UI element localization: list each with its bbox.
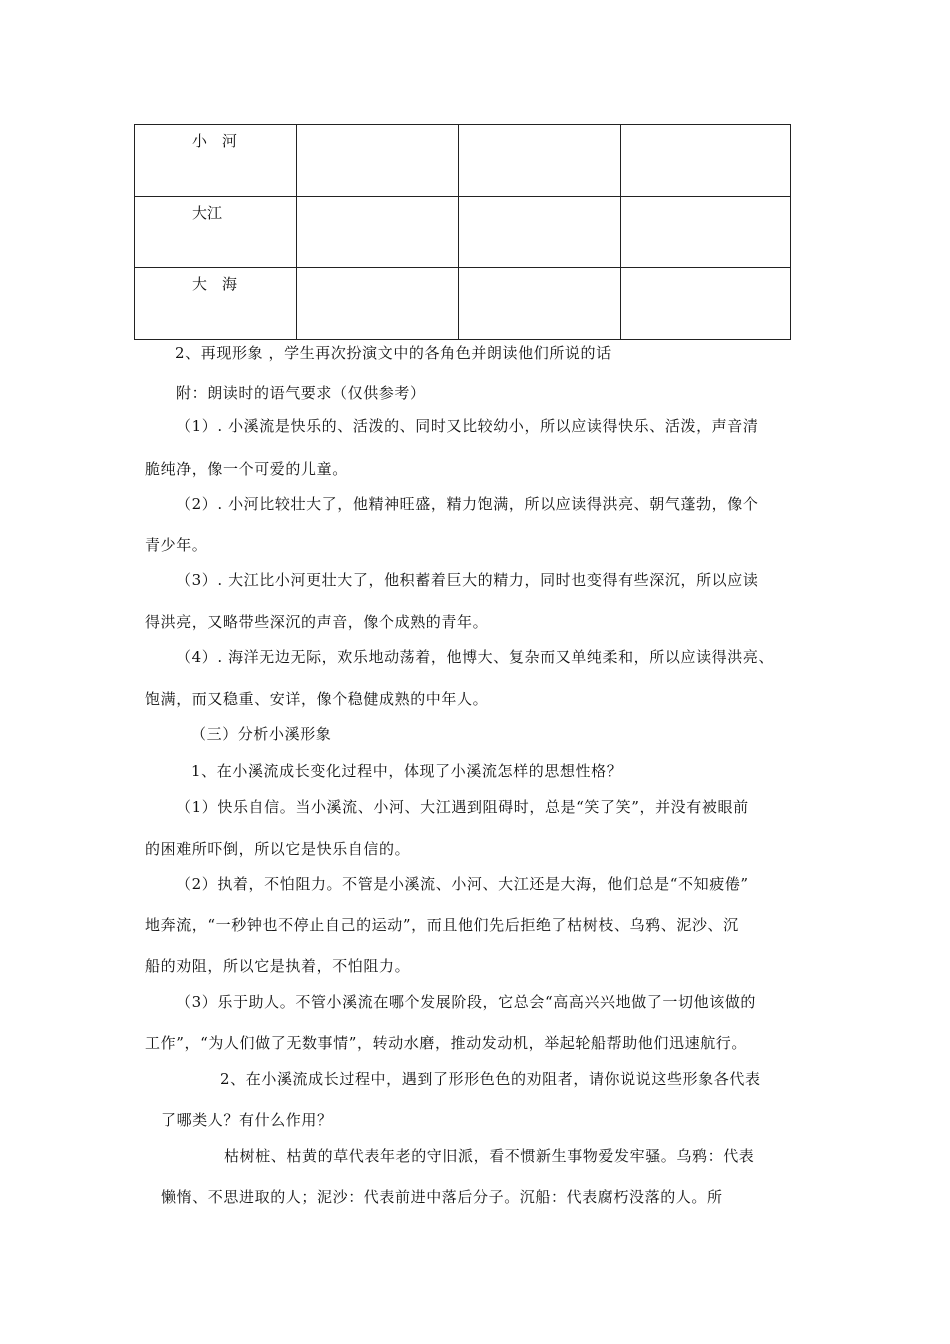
table-cell [459, 268, 621, 340]
table-cell [621, 125, 791, 197]
paragraph-line: （2）. 小河比较壮大了，他精神旺盛，精力饱满，所以应读得洪亮、朝气蓬勃，像个 [176, 495, 759, 513]
table-row [135, 268, 791, 340]
paragraph-line: 了哪类人？有什么作用？ [161, 1111, 333, 1129]
table-row [135, 125, 791, 197]
paragraph-line: （3）. 大江比小河更壮大了，他积蓄着巨大的精力，同时也变得有些深沉，所以应读 [176, 571, 759, 589]
paragraph-line: （1）快乐自信。当小溪流、小河、大江遇到阻碍时，总是“笑了笑”，并没有被眼前 [176, 798, 749, 816]
paragraph-line: 饱满，而又稳重、安详，像个稳健成熟的中年人。 [145, 690, 489, 708]
table-row [135, 197, 791, 268]
table-cell-label: 大 海 [135, 268, 297, 340]
paragraph-line: 青少年。 [145, 536, 208, 554]
paragraph-line: 1、在小溪流成长变化过程中，体现了小溪流怎样的思想性格？ [191, 762, 623, 780]
paragraph-line: 脆纯净，像一个可爱的儿童。 [145, 460, 348, 478]
paragraph-line: 得洪亮，又略带些深沉的声音，像个成熟的青年。 [145, 613, 489, 631]
table-cell [621, 197, 791, 268]
paragraph-line: 地奔流，“一秒钟也不停止自己的运动”，而且他们先后拒绝了枯树枝、乌鸦、泥沙、沉 [145, 916, 739, 934]
roles-table [134, 124, 791, 340]
table-cell [621, 268, 791, 340]
table-cell [459, 125, 621, 197]
table-cell-label: 小 河 [135, 125, 297, 197]
table-cell [297, 268, 459, 340]
paragraph-line: （3）乐于助人。不管小溪流在哪个发展阶段，它总会“高高兴兴地做了一切他该做的 [176, 993, 757, 1011]
paragraph-line: 2、在小溪流成长过程中，遇到了形形色色的劝阻者，请你说说这些形象各代表 [220, 1070, 761, 1088]
paragraph-line: 懒惰、不思进取的人；泥沙：代表前进中落后分子。沉船：代表腐朽没落的人。所 [161, 1188, 723, 1206]
paragraph-line: 的困难所吓倒，所以它是快乐自信的。 [145, 840, 411, 858]
paragraph-line: 枯树桩、枯黄的草代表年老的守旧派，看不惯新生事物爱发牢骚。乌鸦：代表 [224, 1147, 755, 1165]
table-cell [297, 125, 459, 197]
table-cell [297, 197, 459, 268]
paragraph-line: 工作”，“为人们做了无数事情”，转动水磨，推动发动机，举起轮船帮助他们迅速航行。 [145, 1034, 748, 1052]
paragraph-line: 2、再现形象 ，学生再次扮演文中的各角色并朗读他们所说的话 [175, 344, 612, 362]
table-cell-label: 大江 [135, 197, 297, 268]
table-cell [459, 197, 621, 268]
paragraph-line: 附：朗读时的语气要求（仅供参考） [176, 384, 426, 402]
paragraph-line: （1）. 小溪流是快乐的、活泼的、同时又比较幼小，所以应读得快乐、活泼，声音清 [176, 417, 759, 435]
paragraph-line: （4）. 海洋无边无际，欢乐地动荡着，他博大、复杂而又单纯柔和，所以应读得洪亮、 [176, 648, 775, 666]
paragraph-line: （2）执着，不怕阻力。不管是小溪流、小河、大江还是大海，他们总是“不知疲倦” [176, 875, 749, 893]
paragraph-line: 船的劝阻，所以它是执着，不怕阻力。 [145, 957, 411, 975]
section-heading: （三）分析小溪形象 [191, 725, 332, 743]
